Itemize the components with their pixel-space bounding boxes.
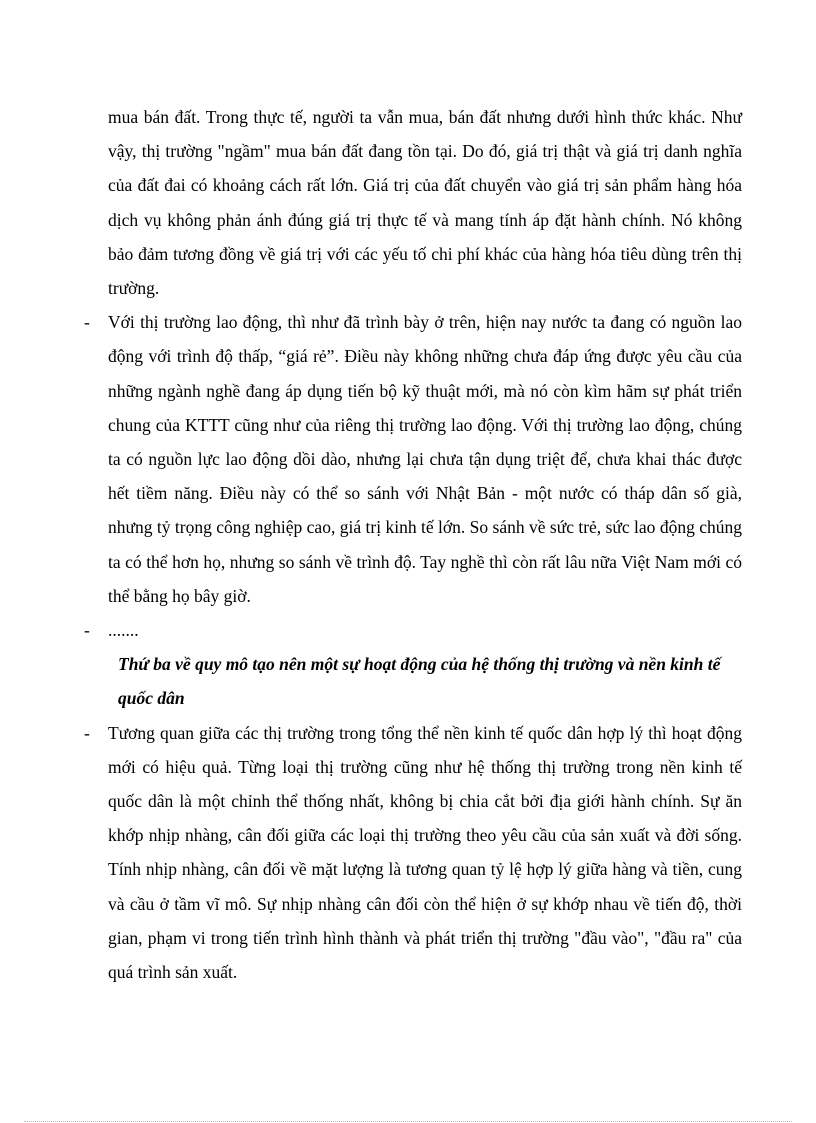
bullet-marker: - bbox=[84, 620, 90, 641]
section-heading: Thứ ba về quy mô tạo nên một sự hoạt động của hệ thống thị trường và nền kinh tế quốc dân bbox=[118, 654, 721, 709]
bullet-correlation-text: Tương quan giữa các thị trường trong tổng thể nền kinh tế quốc dân hợp lý thì hoạt động mới có hiệu quả. Từng loại thị trường cũng như hệ thống thị trường trong nền kinh tế quốc dân là một chỉnh thể thống nhất, không bị chia cắt bởi địa giới hành chính. Sự ăn khớp nhịp nhàng, cân đối giữa các loại thị trường theo yêu cầu của sản xuất và đời sống. Tính nhịp nhàng, cân đối về mặt lượng là tương quan tỷ lệ hợp lý giữa hàng và tiền, cung và cầu ở tầm vĩ mô. Sự nhịp nhàng cân đối còn thể hiện ở sự khớp nhau về tiến độ, thời gian, phạm vi trong tiến trình hình thành và phát triển thị trường "đầu vào", "đầu ra" của quá trình sản xuất. bbox=[108, 722, 742, 983]
bullet-marker: - bbox=[84, 312, 90, 333]
page-bottom-divider bbox=[24, 1121, 792, 1122]
ellipsis-text: ....... bbox=[108, 620, 139, 641]
bullet-labour-market bbox=[84, 305, 742, 613]
intro-paragraph: mua bán đất. Trong thực tế, người ta vẫn mua, bán đất nhưng dưới hình thức khác. Như vậy, thị trường "ngầm" mua bán đất đang tồn tại. Do đó, giá trị thật và giá trị danh nghĩa của đất đai có khoảng cách rất lớn. Giá trị của đất chuyển vào giá trị sản phẩm hàng hóa dịch vụ không phản ánh đúng giá trị thực tế và mang tính áp đặt hành chính. Nó không bảo đảm tương đồng về giá trị với các yếu tố chi phí khác của hàng hóa tiêu dùng trên thị trường. bbox=[108, 107, 742, 299]
bullet-market-correlation bbox=[84, 716, 742, 990]
bullet-ellipsis bbox=[84, 613, 742, 647]
document-body bbox=[84, 100, 742, 989]
bullet-labour-text: Với thị trường lao động, thì như đã trình bày ở trên, hiện nay nước ta đang có nguồn lao động với trình độ thấp, “giá rẻ”. Điều này không những chưa đáp ứng được yêu cầu của những ngành nghề đang áp dụng tiến bộ kỹ thuật mới, mà nó còn kìm hãm sự phát triển chung của KTTT cũng như của riêng thị trường lao động. Với thị trường lao động, chúng ta có nguồn lực lao động dồi dào, nhưng lại chưa tận dụng triệt để, chưa khai thác được hết tiềm năng. Điều này có thể so sánh với Nhật Bản - một nước có tháp dân số già, nhưng tỷ trọng công nghiệp cao, giá trị kinh tế lớn. So sánh về sức trẻ, sức lao động chúng ta có thể hơn họ, nhưng so sánh về trình độ. Tay nghề thì còn rất lâu nữa Việt Nam mới có thể bằng họ bây giờ. bbox=[108, 312, 742, 606]
bullet-marker: - bbox=[84, 722, 90, 743]
